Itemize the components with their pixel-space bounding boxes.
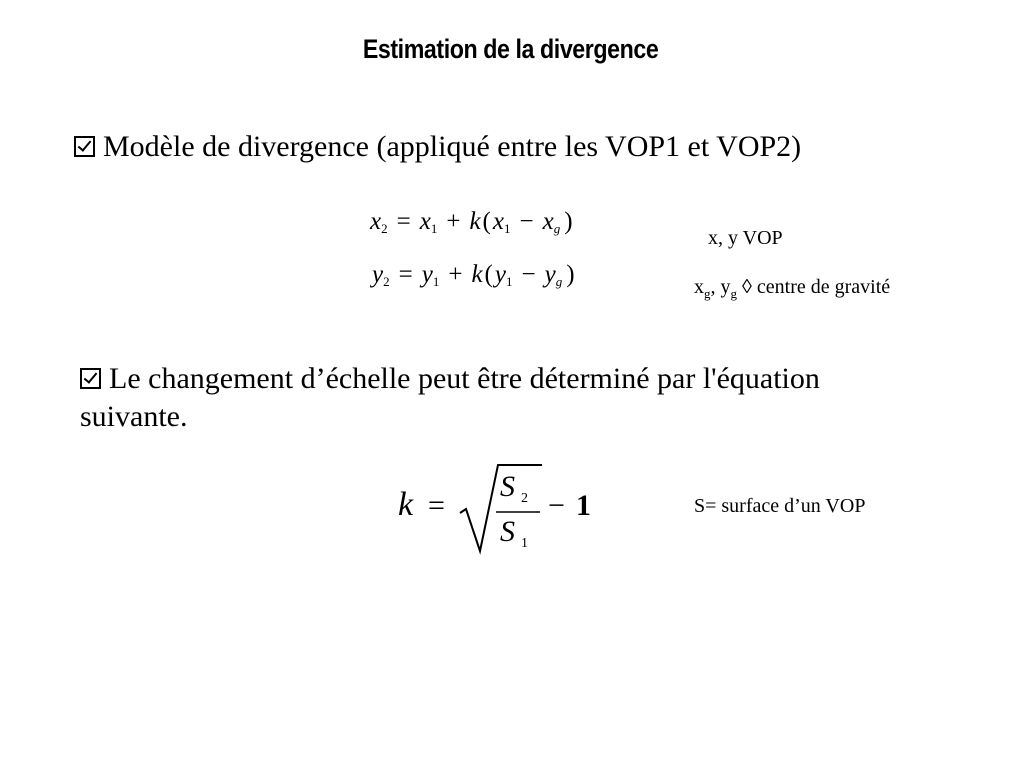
formula-numerator-sub: 2 [521, 491, 528, 506]
page-title: Estimation de la divergence [362, 34, 659, 64]
checkbox-checked-icon [74, 136, 95, 157]
formula-equals: = [428, 489, 445, 522]
section1-heading [74, 128, 801, 166]
note-centre-gravite: $x_g$, $y_g$ ◊ centre de gravité [694, 276, 891, 301]
scale-formula [390, 455, 620, 565]
section1-heading-text: Modèle de divergence (appliqué entre les VOP1 et VOP2) [103, 130, 802, 163]
equation-x: $x_2 = x_1 + k(x_1 - x_g$ ) [370, 208, 573, 236]
formula-denominator-sub: 1 [521, 536, 528, 551]
note-vop: x, y VOP [708, 227, 783, 249]
section2-line2: suivante. [80, 400, 188, 433]
section2-text [80, 360, 980, 436]
section2-line1: Le changement d’échelle peut être déterminé par l'équation [109, 362, 820, 395]
formula-numerator: S [500, 470, 515, 503]
formula-minus: − [548, 489, 565, 522]
formula-one: 1 [576, 489, 591, 522]
checkbox-checked-icon [80, 368, 101, 389]
formula-k: k [398, 486, 414, 523]
equation-y: $y_2 = y_1 + k(y_1 - y_g$ ) [372, 261, 575, 289]
note-surface: S= surface d’un VOP [694, 495, 866, 517]
formula-denominator: S [500, 515, 515, 548]
